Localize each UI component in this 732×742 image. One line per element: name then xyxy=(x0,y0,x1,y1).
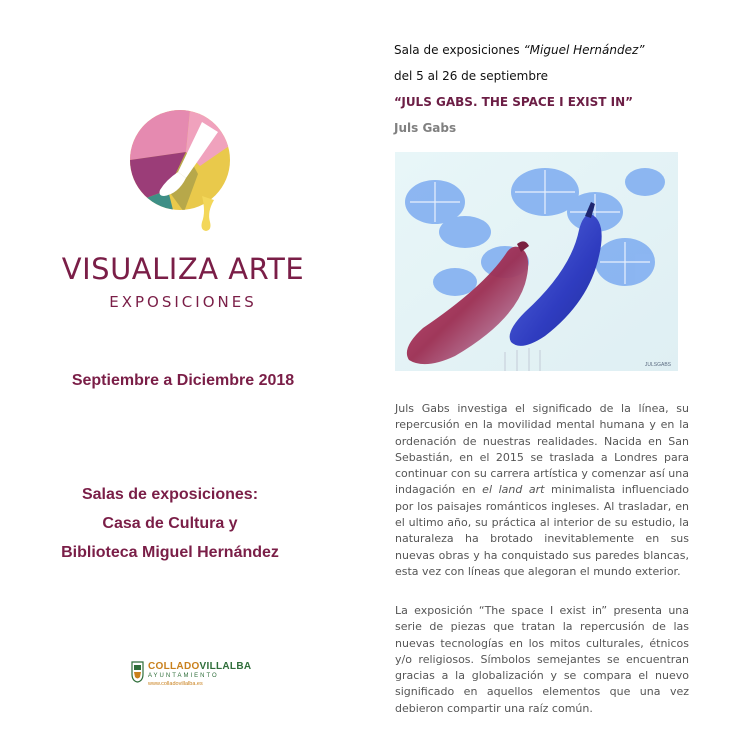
council-url: www.colladovillalba.es xyxy=(148,681,203,687)
season-period: Septiembre a Diciembre 2018 xyxy=(71,372,295,389)
venue-heading: Salas de exposiciones: xyxy=(81,486,259,503)
brand-title: VISUALIZA ARTE xyxy=(61,252,305,286)
exhibition-title: “JULS GABS. THE SPACE I EXIST IN” xyxy=(394,95,634,109)
venue-biblioteca: Biblioteca Miguel Hernández xyxy=(61,544,279,561)
coat-of-arms-icon xyxy=(131,661,144,683)
exhibition-artist: Juls Gabs xyxy=(394,121,457,135)
artist-bio-paragraph: Juls Gabs investiga el significado de la línea, su repercusión en la movilidad mental humana y en la ordenación de nuestras realidades. Nacida en San Sebastián, en el 2015 se traslada a Londres para continuar con su carrera artística y comenzar así una indagación en el land art minimalista influenciado por los paisajes románticos ingleses. Al trasladar, en el ultimo año, su práctica al interior de su estudio, la naturaleza ha brotado inevitablemente en sus nuevas obras y ha conquistado sus paredes blancas, esta vez con líneas que alegoran el mundo exterior. xyxy=(395,402,689,578)
brand-subtitle: EXPOSICIONES xyxy=(109,293,257,311)
exhibition-venue: Sala de exposiciones “Miguel Hernández” xyxy=(394,43,645,57)
council-name: COLLADOVILLALBA xyxy=(148,661,252,672)
venue-casa-cultura: Casa de Cultura y xyxy=(102,515,238,532)
council-subtitle: AYUNTAMIENTO xyxy=(148,673,219,679)
artwork-signature: JULSGABS xyxy=(644,362,671,368)
artwork-painting xyxy=(395,152,678,371)
exhibition-description-paragraph: La exposición “The space I exist in” presenta una serie de piezas que tratan la repercusión de las nuevas tecnologías en los mitos culturales, étnicos y/o religiosos. Símbolos semejantes se encuentran gracias a la globalización y se compara el nuevo significado en aquellos elementos que una vez debieron compartir una raíz común. xyxy=(395,604,689,715)
brand-logo xyxy=(128,104,240,236)
exhibition-dates: del 5 al 26 de septiembre xyxy=(394,69,549,83)
council-logo xyxy=(131,660,252,690)
artwork-image xyxy=(395,152,678,371)
paint-palette-icon xyxy=(128,104,240,236)
